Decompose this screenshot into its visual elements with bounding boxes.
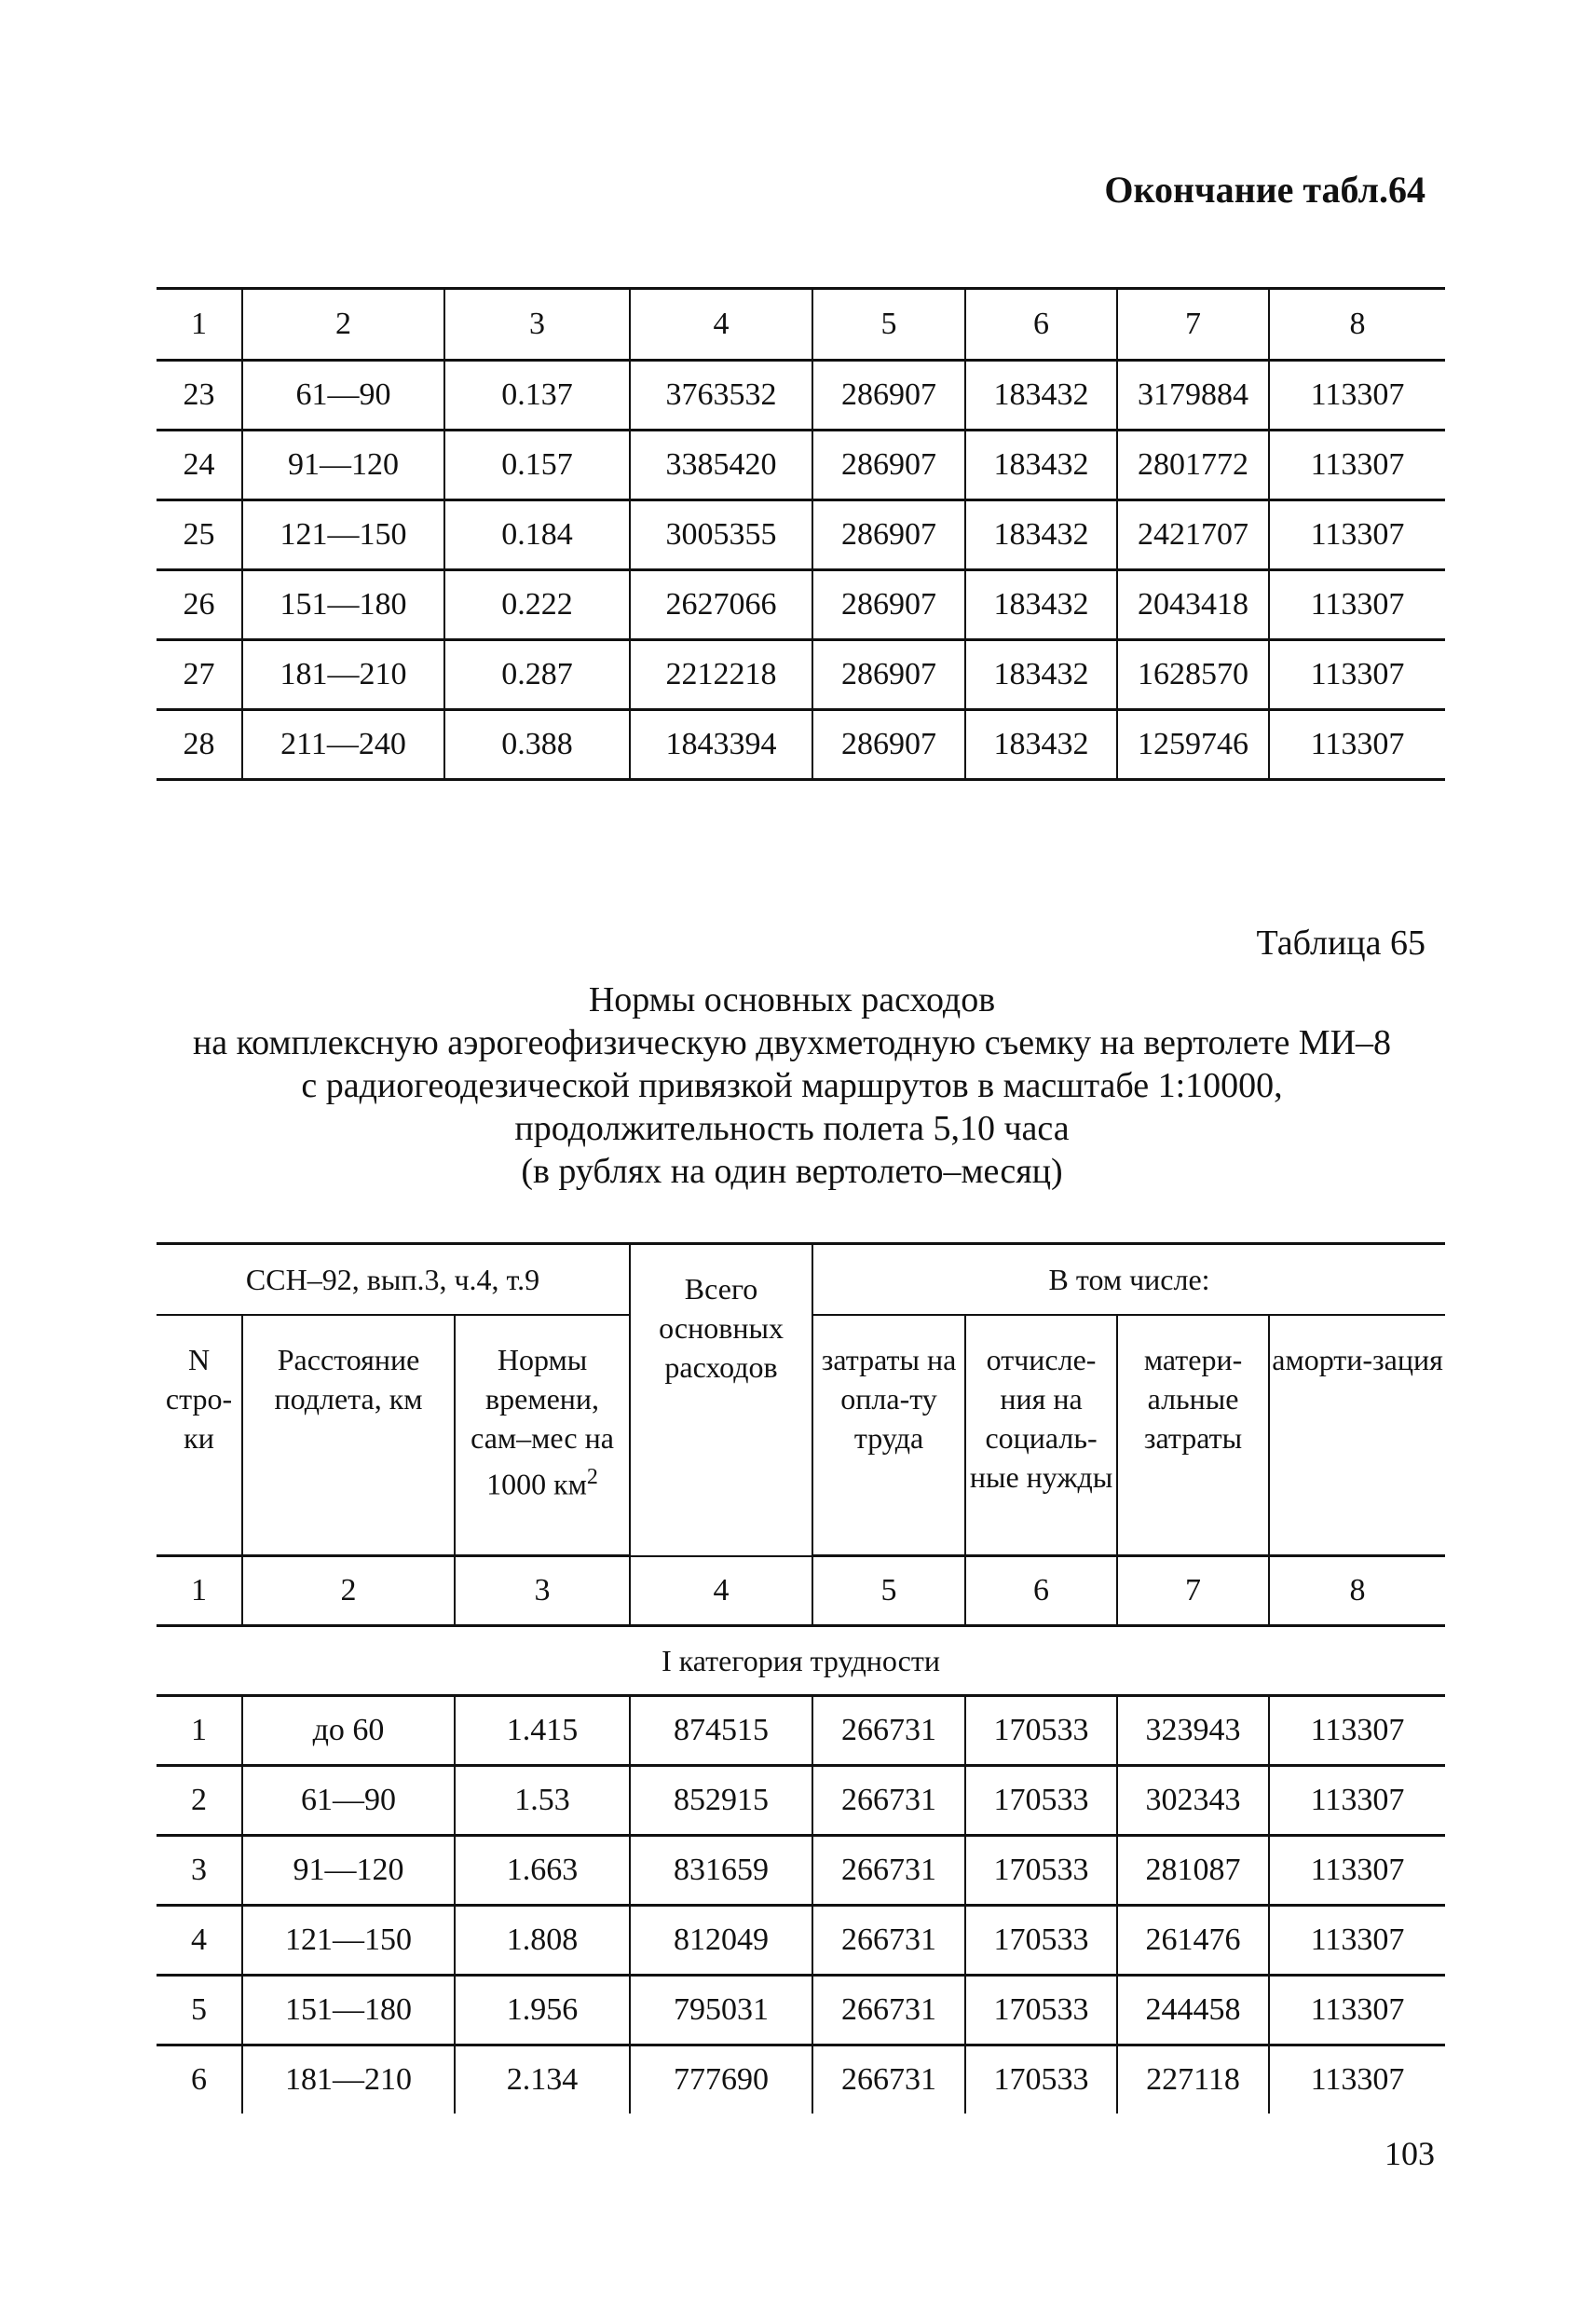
table-cell: 3 <box>157 1836 242 1906</box>
table-cell: 323943 <box>1117 1696 1269 1766</box>
table-cell: 266731 <box>812 1976 965 2045</box>
table-cell: 113307 <box>1269 710 1445 780</box>
table-cell: 151—180 <box>242 1976 455 2045</box>
table-row <box>157 640 1445 710</box>
table-cell: 266731 <box>812 1906 965 1976</box>
table-row <box>157 1766 1445 1836</box>
table-header-row <box>157 289 1445 361</box>
table-cell: 5 <box>812 289 965 361</box>
table-cell: 8 <box>1269 1556 1445 1626</box>
table-cell: 1843394 <box>630 710 812 780</box>
table-cell: 91—120 <box>242 1836 455 1906</box>
table-cell: 0.137 <box>444 361 630 431</box>
table-cell: 3763532 <box>630 361 812 431</box>
table-65-title <box>140 978 1444 1193</box>
continuation-title: Окончание табл.64 <box>1104 169 1425 211</box>
table-cell: 170533 <box>965 1766 1117 1836</box>
table-cell: 286907 <box>812 710 965 780</box>
table-cell: 4 <box>157 1906 242 1976</box>
header-group-left: ССН–92, вып.3, ч.4, т.9 <box>157 1244 630 1316</box>
table-cell: 121—150 <box>242 500 444 570</box>
table-cell: 227118 <box>1117 2045 1269 2114</box>
table-cell: 0.184 <box>444 500 630 570</box>
header-amortization: аморти-зация <box>1269 1315 1445 1556</box>
title-line: на комплексную аэрогеофизическую двухметодную съемку на вертолете МИ–8 <box>192 1023 1392 1062</box>
table-cell: 151—180 <box>242 570 444 640</box>
table-cell: 5 <box>157 1976 242 2045</box>
table-cell: 6 <box>965 1556 1117 1626</box>
table-cell: 24 <box>157 431 242 500</box>
table-cell: 1628570 <box>1117 640 1269 710</box>
table-cell: 261476 <box>1117 1906 1269 1976</box>
table-row <box>157 710 1445 780</box>
table-cell: 795031 <box>630 1976 812 2045</box>
table-cell: 1.415 <box>455 1696 630 1766</box>
table-cell: 0.388 <box>444 710 630 780</box>
header-norms-superscript: 2 <box>586 1465 598 1489</box>
table-cell: 183432 <box>965 710 1117 780</box>
table-row <box>157 1976 1445 2045</box>
table-cell: 5 <box>812 1556 965 1626</box>
header-materials: матери-альные затраты <box>1117 1315 1269 1556</box>
table-65 <box>157 1242 1445 2114</box>
table-cell: 113307 <box>1269 640 1445 710</box>
table-cell: 61—90 <box>242 361 444 431</box>
table-cell: 2421707 <box>1117 500 1269 570</box>
title-line: (в рублях на один вертолето–месяц) <box>521 1152 1063 1191</box>
table-cell: 183432 <box>965 431 1117 500</box>
table-cell: 2627066 <box>630 570 812 640</box>
table-65-label: Таблица 65 <box>1256 923 1425 963</box>
table-cell: 211—240 <box>242 710 444 780</box>
table-cell: 0.157 <box>444 431 630 500</box>
table-cell: 4 <box>630 289 812 361</box>
table-cell: 3179884 <box>1117 361 1269 431</box>
table-cell: 8 <box>1269 289 1445 361</box>
table-cell: до 60 <box>242 1696 455 1766</box>
table-cell: 1 <box>157 1556 242 1626</box>
table-cell: 170533 <box>965 1836 1117 1906</box>
table-cell: 25 <box>157 500 242 570</box>
table-cell: 183432 <box>965 500 1117 570</box>
table-cell: 286907 <box>812 570 965 640</box>
table-cell: 113307 <box>1269 431 1445 500</box>
table-cell: 6 <box>191 2062 207 2097</box>
table-cell: 1259746 <box>1117 710 1269 780</box>
header-norms-text: Нормы времени, сам–мес на 1000 км <box>471 1343 614 1501</box>
table-cell: 170533 <box>965 1906 1117 1976</box>
header-group-right: В том числе: <box>812 1244 1445 1316</box>
table-cell: 286907 <box>812 431 965 500</box>
header-total: Всего основных расходов <box>630 1244 812 1556</box>
table-64-continuation <box>157 287 1445 781</box>
table-row <box>157 361 1445 431</box>
table-cell: 286907 <box>812 640 965 710</box>
title-line: с радиогеодезической привязкой маршрутов в масштабе 1:10000, <box>301 1066 1283 1105</box>
table-cell: 812049 <box>630 1906 812 1976</box>
table-cell: 170533 <box>965 1696 1117 1766</box>
table-cell: 2043418 <box>1117 570 1269 640</box>
table-cell: 1 <box>157 1696 242 1766</box>
column-numbers-row <box>157 1556 1445 1626</box>
table-cell: 777690 <box>630 2045 812 2114</box>
table-cell: 2 <box>157 1766 242 1836</box>
table-cell: 1 <box>157 289 242 361</box>
table-cell: 181—210 <box>242 2045 455 2114</box>
table-cell: 28 <box>157 710 242 780</box>
table-cell: 286907 <box>812 500 965 570</box>
table-cell: 2 <box>242 289 444 361</box>
table-row <box>157 2045 1445 2114</box>
table-cell: 91—120 <box>242 431 444 500</box>
table-cell: 7 <box>1117 1556 1269 1626</box>
table-cell: 6 <box>965 289 1117 361</box>
table-cell: 0.222 <box>444 570 630 640</box>
table-cell: 113307 <box>1269 2045 1445 2114</box>
table-cell: 244458 <box>1117 1976 1269 2045</box>
table-cell: 113307 <box>1269 1766 1445 1836</box>
table-cell: 183432 <box>965 361 1117 431</box>
table-cell: 3005355 <box>630 500 812 570</box>
table-cell: 113307 <box>1269 1836 1445 1906</box>
table-cell: 2801772 <box>1117 431 1269 500</box>
title-line: Нормы основных расходов <box>588 980 996 1019</box>
table-cell: 266731 <box>812 1696 965 1766</box>
table-cell: 3 <box>455 1556 630 1626</box>
header-labor: затраты на опла-ту труда <box>812 1315 965 1556</box>
page-number: 103 <box>1385 2135 1435 2172</box>
header-social: отчисле-ния на социаль-ные нужды <box>965 1315 1117 1556</box>
category-label: I категория трудности <box>157 1626 1445 1696</box>
title-line: продолжительность полета 5,10 часа <box>514 1109 1070 1148</box>
table-cell: 1.808 <box>455 1906 630 1976</box>
table-cell: 266731 <box>812 1836 965 1906</box>
table-row <box>157 500 1445 570</box>
header-norms <box>455 1315 630 1556</box>
table-cell: 3 <box>444 289 630 361</box>
table-cell: 1.53 <box>455 1766 630 1836</box>
header-distance: Расстояние подлета, км <box>242 1315 455 1556</box>
table-cell: 874515 <box>630 1696 812 1766</box>
table-cell: 113307 <box>1269 1696 1445 1766</box>
table-cell: 2212218 <box>630 640 812 710</box>
table-cell: 113307 <box>1269 1906 1445 1976</box>
table-row <box>157 1696 1445 1766</box>
table-cell: 1.956 <box>455 1976 630 2045</box>
table-cell: 266731 <box>812 1766 965 1836</box>
table-cell: 831659 <box>630 1836 812 1906</box>
category-row <box>157 1626 1445 1696</box>
table-cell: 183432 <box>965 640 1117 710</box>
table-cell: 281087 <box>1117 1836 1269 1906</box>
table-row <box>157 570 1445 640</box>
table-cell: 27 <box>157 640 242 710</box>
table-cell: 7 <box>1117 289 1269 361</box>
table-cell: 170533 <box>965 2045 1117 2114</box>
table-cell: 0.287 <box>444 640 630 710</box>
table-cell: 23 <box>157 361 242 431</box>
table-row <box>157 431 1445 500</box>
table-cell: 3385420 <box>630 431 812 500</box>
table-cell: 266731 <box>812 2045 965 2114</box>
table-cell: 2.134 <box>455 2045 630 2114</box>
table-cell: 4 <box>630 1556 812 1626</box>
table-cell: 113307 <box>1269 570 1445 640</box>
table-cell: 113307 <box>1269 361 1445 431</box>
table-cell: 286907 <box>812 361 965 431</box>
table-cell: 113307 <box>1269 500 1445 570</box>
table-cell: 852915 <box>630 1766 812 1836</box>
table-row <box>157 1906 1445 1976</box>
header-row-no: N стро-ки <box>157 1315 242 1556</box>
table-cell: 181—210 <box>242 640 444 710</box>
table-cell: 61—90 <box>242 1766 455 1836</box>
table-cell: 170533 <box>965 1976 1117 2045</box>
table-cell: 302343 <box>1117 1766 1269 1836</box>
table-cell: 1.663 <box>455 1836 630 1906</box>
table-65-header-row-1 <box>157 1244 1445 1316</box>
table-row <box>157 1836 1445 1906</box>
table-cell: 183432 <box>965 570 1117 640</box>
table-cell: 121—150 <box>242 1906 455 1976</box>
table-cell: 2 <box>242 1556 455 1626</box>
table-cell: 26 <box>157 570 242 640</box>
table-cell: 113307 <box>1269 1976 1445 2045</box>
